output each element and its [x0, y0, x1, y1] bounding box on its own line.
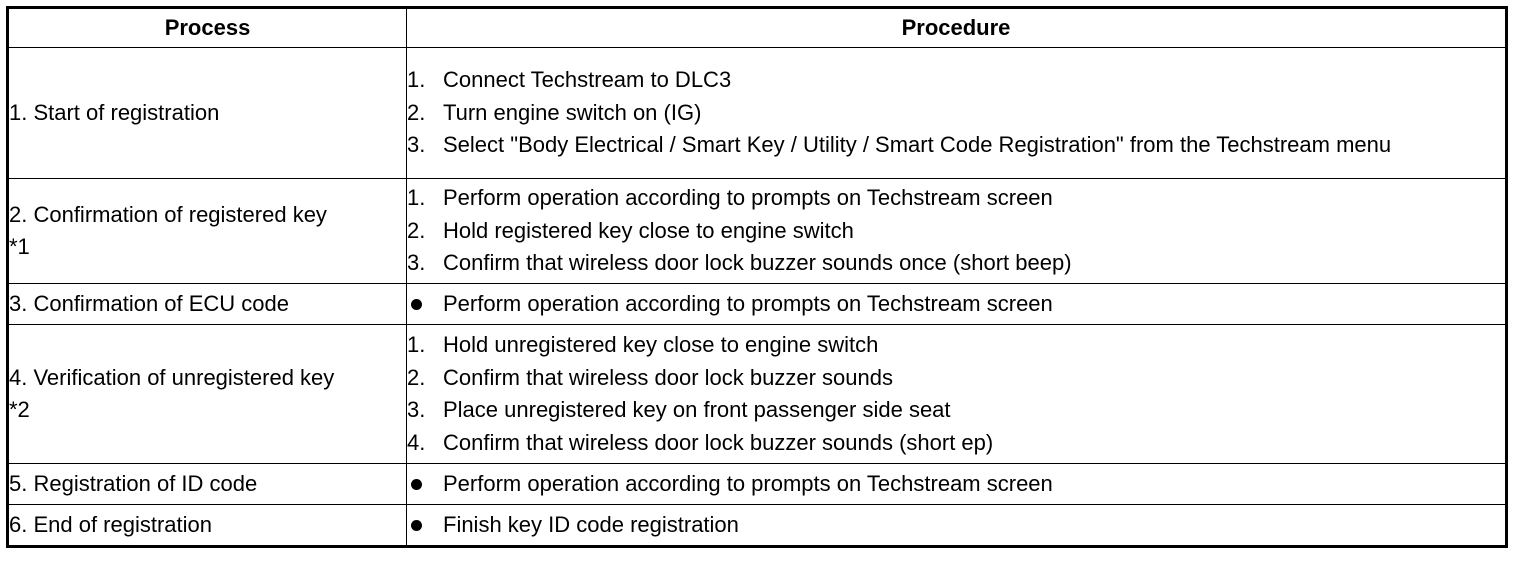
step-number: 3.	[407, 397, 426, 422]
step-text: Finish key ID code registration	[443, 511, 739, 537]
step-number: 1.	[407, 185, 426, 211]
bullet-icon	[411, 479, 422, 490]
process-cell	[8, 284, 407, 325]
step-item	[407, 182, 1505, 215]
table-row	[8, 325, 1507, 464]
step-item	[407, 362, 1505, 395]
step-list	[407, 327, 1505, 461]
step-text: Perform operation according to prompts on Techstream screen	[443, 470, 1053, 496]
bullet-icon	[411, 520, 422, 531]
step-text: Connect Techstream to DLC3	[443, 67, 732, 93]
process-footnote-ref: *1	[9, 234, 30, 259]
bullet-icon	[411, 299, 422, 310]
step-text: Hold registered key close to engine switch	[443, 217, 854, 243]
table-row	[8, 48, 1507, 179]
table-header-row	[8, 8, 1507, 48]
step-item	[407, 97, 1505, 130]
step-text: Perform operation according to prompts on Techstream screen	[443, 185, 1053, 211]
process-label: 6. End of registration	[9, 512, 213, 537]
step-number: 2.	[407, 99, 426, 125]
procedure-cell	[407, 284, 1507, 325]
step-text: Confirm that wireless door lock buzzer sounds	[443, 364, 893, 390]
procedure-cell	[407, 505, 1507, 547]
process-cell	[8, 464, 407, 505]
step-text: Select "Body Electrical / Smart Key / Utility / Smart Code Registration" from the Techstream menu	[443, 132, 1392, 158]
step-item	[407, 247, 1505, 280]
step-item	[407, 129, 1505, 162]
step-number: 1.	[407, 67, 426, 93]
step-item	[407, 288, 1505, 321]
step-number: 3.	[407, 250, 426, 276]
step-text: Place unregistered key on front passenger side seat	[443, 397, 951, 422]
procedure-cell	[407, 48, 1507, 179]
registration-procedure-table	[6, 6, 1508, 548]
process-footnote-ref: *2	[9, 397, 30, 422]
process-label: 4. Verification of unregistered key	[9, 365, 335, 390]
step-number: 4.	[407, 429, 426, 455]
step-list	[407, 507, 1505, 544]
process-label: 3. Confirmation of ECU code	[9, 291, 290, 316]
step-item	[407, 64, 1505, 97]
step-list	[407, 180, 1505, 282]
process-cell	[8, 505, 407, 547]
step-item	[407, 329, 1505, 362]
process-cell	[8, 179, 407, 284]
step-item	[407, 215, 1505, 248]
step-item	[407, 427, 1505, 460]
table-row	[8, 179, 1507, 284]
step-text: Hold unregistered key close to engine switch	[443, 332, 879, 357]
process-cell	[8, 325, 407, 464]
step-list	[407, 466, 1505, 503]
step-item	[407, 509, 1505, 542]
process-column-header: Process	[8, 8, 407, 48]
procedure-cell	[407, 179, 1507, 284]
step-text: Confirm that wireless door lock buzzer sounds (short ep)	[443, 429, 994, 455]
step-number: 1.	[407, 332, 426, 357]
step-number: 3.	[407, 132, 426, 158]
procedure-cell	[407, 464, 1507, 505]
table-row	[8, 284, 1507, 325]
process-label: 2. Confirmation of registered key	[9, 202, 327, 227]
step-list	[407, 286, 1505, 323]
step-number: 2.	[407, 364, 426, 390]
step-text: Perform operation according to prompts on Techstream screen	[443, 290, 1053, 316]
procedure-column-header: Procedure	[407, 8, 1507, 48]
process-cell	[8, 48, 407, 179]
process-label: 5. Registration of ID code	[9, 471, 258, 496]
step-item	[407, 394, 1505, 427]
table-row	[8, 505, 1507, 547]
step-text: Turn engine switch on (IG)	[443, 99, 702, 125]
step-text: Confirm that wireless door lock buzzer sounds once (short beep)	[443, 250, 1072, 276]
process-label: 1. Start of registration	[9, 100, 220, 125]
step-list	[407, 62, 1505, 164]
step-item	[407, 468, 1505, 501]
table-row	[8, 464, 1507, 505]
step-number: 2.	[407, 217, 426, 243]
procedure-cell	[407, 325, 1507, 464]
